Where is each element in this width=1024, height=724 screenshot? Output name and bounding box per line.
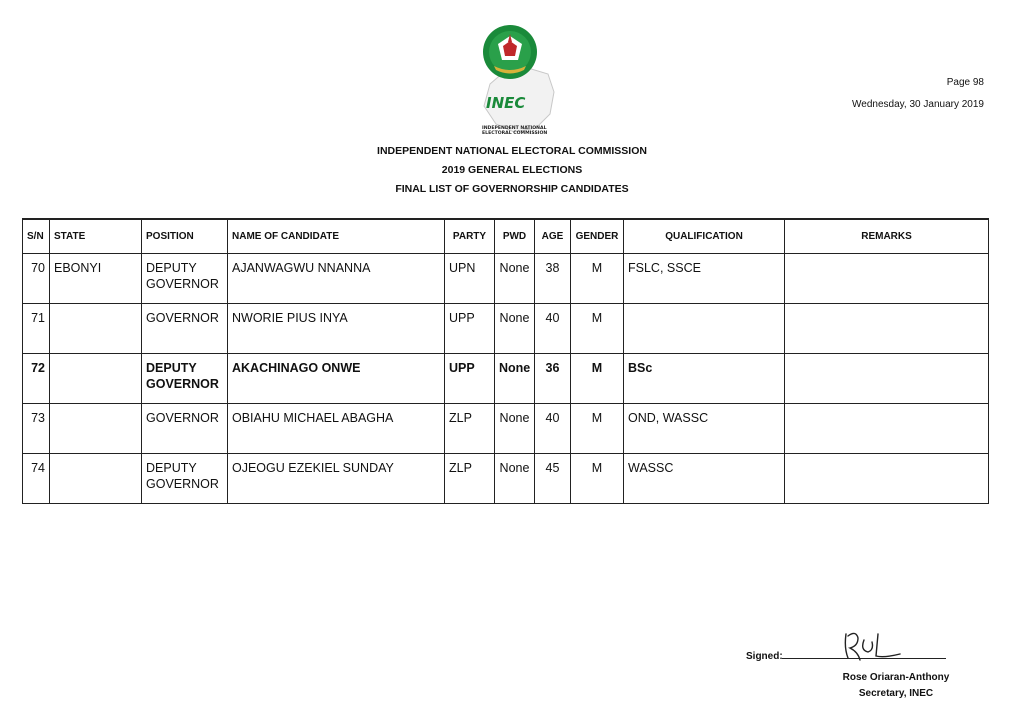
cell-remarks: [785, 304, 989, 354]
table-row: [23, 354, 989, 404]
position-line-1: GOVERNOR: [146, 311, 219, 325]
logo-text: INEC: [486, 94, 526, 112]
col-pwd: PWD: [495, 219, 535, 254]
cell-age: 40: [535, 404, 571, 454]
signer-info: [816, 670, 976, 702]
cell-party: ZLP: [445, 404, 495, 454]
title-commission: INDEPENDENT NATIONAL ELECTORAL COMMISSION: [377, 145, 647, 157]
cell-state: EBONYI: [50, 254, 142, 304]
cell-pwd: None: [495, 354, 535, 404]
page-info: [852, 72, 984, 116]
document-date: Wednesday, 30 January 2019: [852, 99, 984, 110]
document-titles: [0, 142, 1024, 199]
cell-state: [50, 454, 142, 504]
cell-party: UPN: [445, 254, 495, 304]
cell-pwd: None: [495, 404, 535, 454]
cell-remarks: [785, 354, 989, 404]
cell-age: 36: [535, 354, 571, 404]
logo-subtext-1: INDEPENDENT NATIONAL: [482, 126, 547, 131]
cell-qualification: FSLC, SSCE: [624, 254, 785, 304]
table-header-row: [23, 219, 989, 254]
cell-name: AKACHINAGO ONWE: [228, 354, 445, 404]
col-remarks: REMARKS: [785, 219, 989, 254]
cell-sn: 72: [23, 354, 50, 404]
table-row: [23, 404, 989, 454]
table-row: [23, 454, 989, 504]
cell-sn: 70: [23, 254, 50, 304]
table-row: [23, 254, 989, 304]
cell-gender: M: [571, 404, 624, 454]
col-age: AGE: [535, 219, 571, 254]
cell-position: [142, 454, 228, 504]
cell-remarks: [785, 254, 989, 304]
col-position: POSITION: [142, 219, 228, 254]
cell-age: 45: [535, 454, 571, 504]
cell-qualification: OND, WASSC: [624, 404, 785, 454]
table-row: [23, 304, 989, 354]
candidates-table: [22, 218, 989, 504]
cell-gender: M: [571, 454, 624, 504]
cell-state: [50, 354, 142, 404]
cell-gender: M: [571, 304, 624, 354]
cell-qualification: [624, 304, 785, 354]
signed-label: Signed:: [746, 651, 783, 662]
cell-sn: 74: [23, 454, 50, 504]
position-line-1: GOVERNOR: [146, 411, 219, 425]
col-name: NAME OF CANDIDATE: [228, 219, 445, 254]
cell-state: [50, 304, 142, 354]
cell-qualification: WASSC: [624, 454, 785, 504]
cell-gender: M: [571, 254, 624, 304]
cell-age: 38: [535, 254, 571, 304]
signer-name: Rose Oriaran-Anthony: [842, 672, 950, 683]
cell-position: [142, 354, 228, 404]
cell-gender: M: [571, 354, 624, 404]
cell-remarks: [785, 404, 989, 454]
col-party: PARTY: [445, 219, 495, 254]
cell-party: UPP: [445, 304, 495, 354]
cell-name: AJANWAGWU NNANNA: [228, 254, 445, 304]
cell-remarks: [785, 454, 989, 504]
position-line-2: GOVERNOR: [146, 377, 219, 391]
position-line-1: DEPUTY: [146, 261, 197, 275]
title-list: FINAL LIST OF GOVERNORSHIP CANDIDATES: [395, 183, 629, 195]
cell-party: ZLP: [445, 454, 495, 504]
cell-position: [142, 304, 228, 354]
cell-state: [50, 404, 142, 454]
cell-position: [142, 254, 228, 304]
cell-name: OJEOGU EZEKIEL SUNDAY: [228, 454, 445, 504]
cell-position: [142, 404, 228, 454]
cell-age: 40: [535, 304, 571, 354]
title-elections: 2019 GENERAL ELECTIONS: [441, 164, 583, 176]
page-number: Page 98: [946, 77, 984, 88]
col-qualification: QUALIFICATION: [624, 219, 785, 254]
cell-name: NWORIE PIUS INYA: [228, 304, 445, 354]
signature-line: [782, 658, 946, 659]
cell-pwd: None: [495, 454, 535, 504]
col-gender: GENDER: [571, 219, 624, 254]
cell-party: UPP: [445, 354, 495, 404]
col-sn: S/N: [23, 219, 50, 254]
col-state: STATE: [50, 219, 142, 254]
logo-subtext-2: ELECTORAL COMMISSION: [482, 131, 548, 136]
cell-pwd: None: [495, 254, 535, 304]
cell-qualification: BSc: [624, 354, 785, 404]
cell-sn: 73: [23, 404, 50, 454]
cell-sn: 71: [23, 304, 50, 354]
position-line-2: GOVERNOR: [146, 477, 219, 491]
position-line-1: DEPUTY: [146, 461, 197, 475]
cell-name: OBIAHU MICHAEL ABAGHA: [228, 404, 445, 454]
inec-logo: [470, 22, 560, 140]
signer-title: Secretary, INEC: [858, 688, 934, 699]
cell-pwd: None: [495, 304, 535, 354]
position-line-2: GOVERNOR: [146, 277, 219, 291]
position-line-1: DEPUTY: [146, 361, 197, 375]
